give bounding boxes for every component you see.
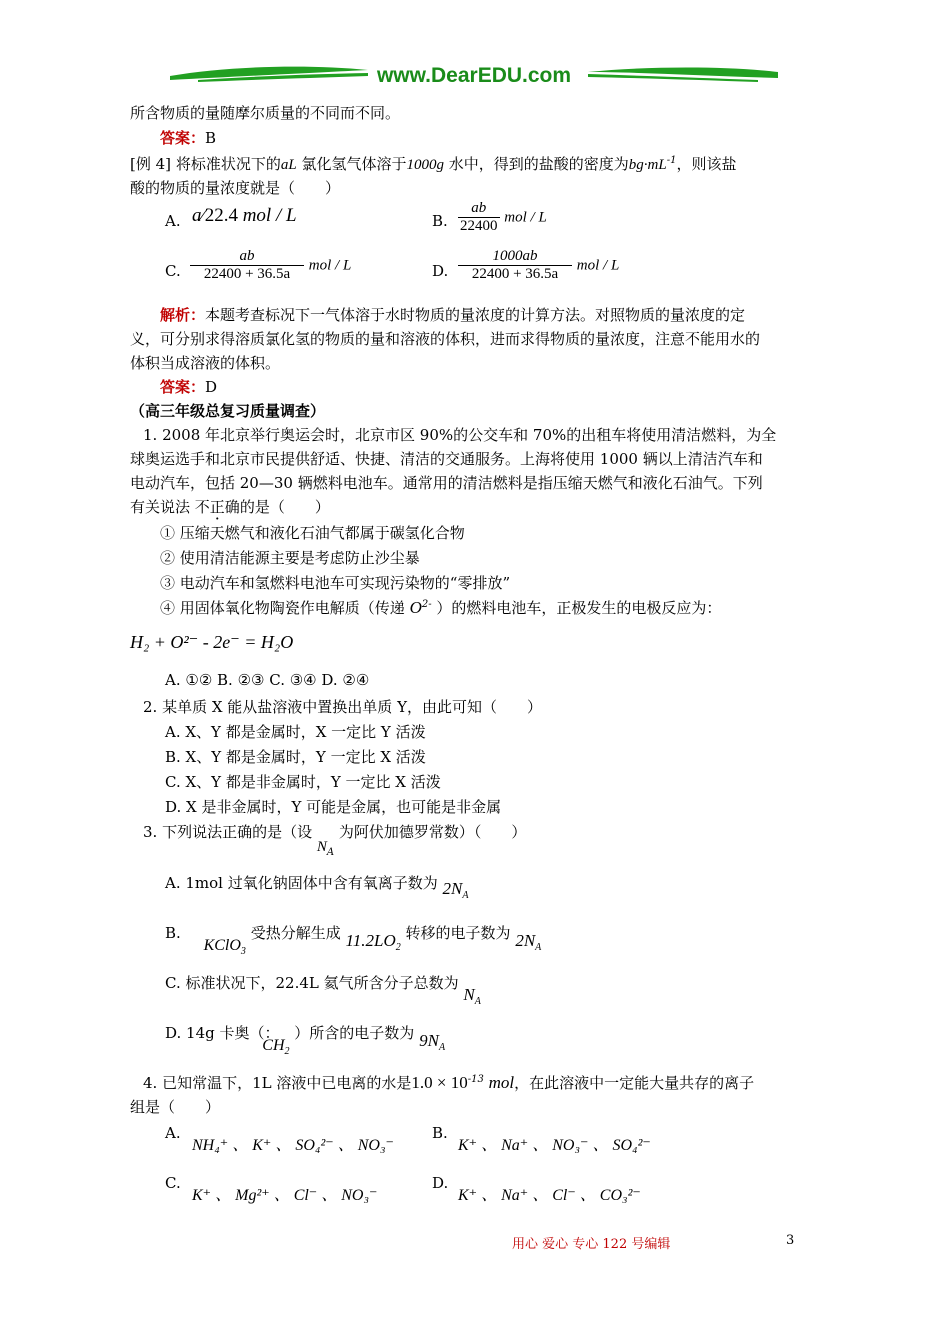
q2-stem: 2. 某单质 X 能从盐溶液中置换出单质 Y，由此可知（ ） <box>143 698 542 716</box>
answer-value-2: D <box>205 378 218 396</box>
q1-equation: H₂ + O²⁻ - 2e⁻ = H₂O <box>130 632 294 652</box>
q2-option-d: D. X 是非金属时，Y 可能是金属，也可能是非金属 <box>165 798 502 816</box>
footer-slogan: 用心 爱心 专心 122 号编辑 <box>512 1237 671 1252</box>
section-title: （高三年级总复习质量调查） <box>130 402 326 420</box>
q2-option-b: B. X、Y 都是金属时，Y 一定比 X 活泼 <box>165 748 426 766</box>
q3-option-b: B. KClO$_3$ 受热分解生成 $11.2LO_2$ 转移的电子数为 $2N_A$ <box>165 924 542 957</box>
q3-option-c: C. 标准状况下，22.4L 氦气所含分子总数为 $N_A$ <box>165 974 481 1007</box>
q4-option-c-label: C. <box>165 1174 181 1192</box>
analysis-line-3: 体积当成溶液的体积。 <box>130 354 281 372</box>
q1-line-4: 有关说法 不正确的是（ ） <box>130 498 330 516</box>
q1-item-3: ③ 电动汽车和氢燃料电池车可实现污染物的“零排放” <box>160 574 511 592</box>
q4-option-b-ions: K⁺ 、 Na⁺ 、 NO₃⁻ 、 SO₄²⁻ <box>458 1137 651 1154</box>
q3-option-a: A. 1mol 过氧化钠固体中含有氧离子数为 $2N_A$ <box>165 874 469 901</box>
q1-item-2: ② 使用清洁能源主要是考虑防止沙尘暴 <box>160 549 420 567</box>
q4-option-a-ions: NH₄⁺ 、 K⁺ 、 SO₄²⁻ 、 NO₃⁻ <box>192 1137 394 1154</box>
intro-line: 所含物质的量随摩尔质量的不同而不同。 <box>130 104 401 122</box>
option-c-label: C. <box>165 262 181 280</box>
q4-option-c-ions: K⁺ 、 Mg²⁺ 、 Cl⁻ 、 NO₃⁻ <box>192 1187 378 1204</box>
q3-stem: 3. 下列说法正确的是（设 $N_A$ 为阿伏加德罗常数）（ ） <box>143 823 527 858</box>
option-d-label: D. <box>432 262 449 280</box>
q1-line-2: 球奥运选手和北京市民提供舒适、快捷、清洁的交通服务。上海将使用 1000 辆以上清洁汽车和 <box>130 450 763 468</box>
analysis-line-1: 解析：本题考查标况下一气体溶于水时物质的量浓度的计算方法。对照物质的量浓度的定 <box>160 306 746 324</box>
q4-line-2: 组是（ ） <box>130 1098 221 1116</box>
emphasis-text: 不正确 <box>194 498 240 516</box>
q1-line-3: 电动汽车，包括 20—30 辆燃料电池车。通常用的清洁燃料是指压缩天燃气和液化石油气。下列 <box>130 474 763 492</box>
q4-option-d-ions: K⁺ 、 Na⁺ 、 Cl⁻ 、 CO₃²⁻ <box>458 1187 641 1204</box>
q1-options: A. ①② B. ②③ C. ③④ D. ②④ <box>165 671 370 689</box>
option-b-formula: $\frac{ab}{22400}$ mol / L <box>460 200 547 234</box>
option-b-label: B. <box>432 212 448 230</box>
page-number: 3 <box>786 1233 795 1248</box>
analysis-line-2: 义，可分别求得溶质氯化氢的物质的量和溶液的体积，进而求得物质的量浓度，注意不能用水的 <box>130 330 761 348</box>
option-d-formula: $\frac{1000ab}{22400 + 36.5a}$ mol / L <box>458 248 619 283</box>
site-logo: www.DearEDU.com <box>376 64 572 87</box>
q2-option-c: C. X、Y 都是非金属时，Y 一定比 X 活泼 <box>165 773 441 791</box>
answer-label: 答案：B <box>160 129 217 147</box>
q4-option-d-label: D. <box>432 1174 449 1192</box>
q3-option-d: D. 14g 卡奥（： $CH_2$ ）所含的电子数为 $9N_A$ <box>165 1024 446 1057</box>
q1-line-1: 1. 2008 年北京举行奥运会时，北京市区 90%的公交车和 70%的出租车将使用清洁燃料，为全 <box>143 426 777 444</box>
answer-label-2: 答案：D <box>160 378 218 396</box>
option-a-formula: a⁄22.4 mol / L <box>192 205 297 226</box>
q4-option-a-label: A. <box>165 1124 181 1142</box>
q4-line-1: 4. 已知常温下，1L 溶液中已电离的水是$1.0 \times 10^{-13}$ mol，在此溶液中一定能大量共存的离子 <box>143 1073 755 1092</box>
header-banner <box>168 58 780 98</box>
q1-item-4: ④ 用固体氧化物陶瓷作电解质（传递 $O^{2-}$ ）的燃料电池车，正极发生的电极反应为： <box>160 598 722 617</box>
q1-item-1: ① 压缩天燃气和液化石油气都属于碳氢化合物 <box>160 524 465 542</box>
answer-value: B <box>205 129 217 147</box>
q2-option-a: A. X、Y 都是金属时，X 一定比 Y 活泼 <box>165 723 426 741</box>
option-a-label: A. <box>165 212 181 230</box>
option-c-formula: $\frac{ab}{22400 + 36.5a}$ mol / L <box>190 248 351 283</box>
example-4-line2: 酸的物质的量浓度就是（ ） <box>130 179 341 197</box>
q4-option-b-label: B. <box>432 1124 448 1142</box>
example-4-stem: [例 4] 将标准状况下的aL 氯化氢气体溶于1000g 水中，得到的盐酸的密度为$bg\cdot mL^{-1}$，则该盐 <box>130 155 737 173</box>
